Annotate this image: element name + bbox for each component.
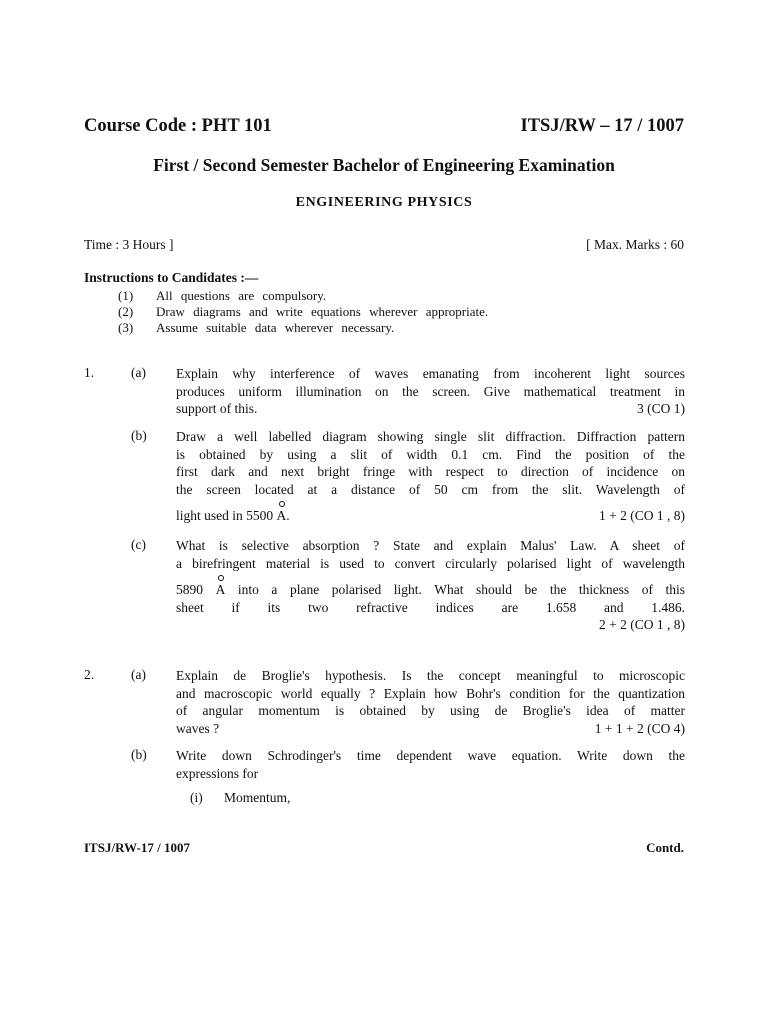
question-1b-text — [176, 428, 685, 525]
text-line: and macroscopic world equally ? Explain how Bohr's condition for the quantization — [176, 685, 685, 701]
text-line: a birefringent material is used to convert circularly polarised light of wavelength — [176, 555, 685, 571]
instruction-number: (2) — [118, 304, 134, 319]
part-label: (b) — [131, 428, 147, 443]
text-line: produces uniform illumination on the screen. Give mathematical treatment in — [176, 383, 685, 399]
marks: 1 + 1 + 2 (CO 4) — [594, 720, 685, 736]
marks: 1 + 2 (CO 1 , 8) — [599, 508, 685, 524]
marks-line — [176, 400, 685, 418]
instruction-item — [118, 320, 394, 336]
sub-item-text: Momentum, — [224, 790, 291, 805]
text-line: support of this. — [176, 401, 258, 417]
page-footer — [84, 840, 684, 856]
header-row — [84, 116, 684, 137]
text-fragment: into a plane polarised light. What should be the thickness of this — [225, 582, 685, 598]
instructions-heading: Instructions to Candidates :— — [84, 270, 259, 285]
meta-row — [84, 237, 684, 253]
footer-code: ITSJ/RW-17 / 1007 — [84, 840, 190, 855]
text-line — [176, 507, 290, 525]
question-2a-text — [176, 667, 685, 737]
time-allowed: Time : 3 Hours ] — [84, 237, 174, 252]
marks-line — [176, 720, 685, 738]
instruction-item — [118, 288, 326, 304]
marks-line — [176, 507, 685, 525]
part-label: (a) — [131, 667, 146, 682]
text-line: What is selective absorption ? State and explain Malus' Law. A sheet of — [176, 538, 685, 553]
footer-contd: Contd. — [646, 840, 684, 855]
instruction-number: (3) — [118, 320, 134, 335]
text-line: first dark and next bright fringe with respect to direction of incidence on — [176, 464, 685, 480]
part-label: (c) — [131, 537, 146, 552]
text-line: the screen located at a distance of 50 cm from the slit. Wavelength of — [176, 481, 685, 497]
max-marks: [ Max. Marks : 60 — [586, 237, 684, 252]
part-label: (b) — [131, 747, 147, 762]
question-number: 2. — [84, 667, 95, 682]
course-code: Course Code : PHT 101 — [84, 116, 272, 136]
instruction-text: All questions are compulsory. — [156, 288, 327, 303]
question-1c-text — [176, 537, 685, 634]
text-line: Explain why interference of waves emanating from incoherent light sources — [176, 366, 685, 381]
sub-item-number: (i) — [190, 790, 203, 805]
instruction-text: Draw diagrams and write equations wherever appropriate. — [156, 304, 489, 319]
marks: 2 + 2 (CO 1 , 8) — [599, 617, 685, 633]
text-line: Draw a well labelled diagram showing single slit diffraction. Diffraction pattern — [176, 429, 685, 444]
text-fragment: . — [286, 508, 290, 524]
text-line: of angular momentum is obtained by using de Broglie's idea of matter — [176, 703, 685, 719]
question-2b-text — [176, 747, 685, 782]
question-number: 1. — [84, 365, 95, 380]
angstrom-symbol: A — [215, 582, 226, 598]
text-line: waves ? — [176, 720, 220, 736]
exam-title: First / Second Semester Bachelor of Engineering Examination — [153, 155, 615, 175]
text-line: Write down Schrodinger's time dependent wave equation. Write down the — [176, 748, 685, 763]
text-line: is obtained by using a slit of width 0.1 cm. Find the position of the — [176, 446, 685, 462]
paper-code: ITSJ/RW – 17 / 1007 — [520, 116, 684, 136]
marks: 3 (CO 1) — [637, 401, 685, 417]
angstrom-symbol: A — [276, 508, 287, 524]
instruction-number: (1) — [118, 288, 134, 303]
text-fragment: 5890 — [176, 582, 203, 598]
question-1a-text — [176, 365, 685, 418]
part-label: (a) — [131, 365, 146, 380]
text-line — [176, 581, 685, 599]
sub-item — [190, 790, 290, 806]
text-line: sheet if its two refractive indices are 1.658 and 1.486. — [176, 599, 685, 615]
instruction-item — [118, 304, 488, 320]
text-line: expressions for — [176, 765, 259, 781]
text-line: Explain de Broglie's hypothesis. Is the concept meaningful to microscopic — [176, 668, 685, 683]
subject-title: ENGINEERING PHYSICS — [295, 195, 473, 210]
text-fragment: light used in 5500 — [176, 508, 274, 524]
instruction-text: Assume suitable data wherever necessary. — [156, 320, 395, 335]
